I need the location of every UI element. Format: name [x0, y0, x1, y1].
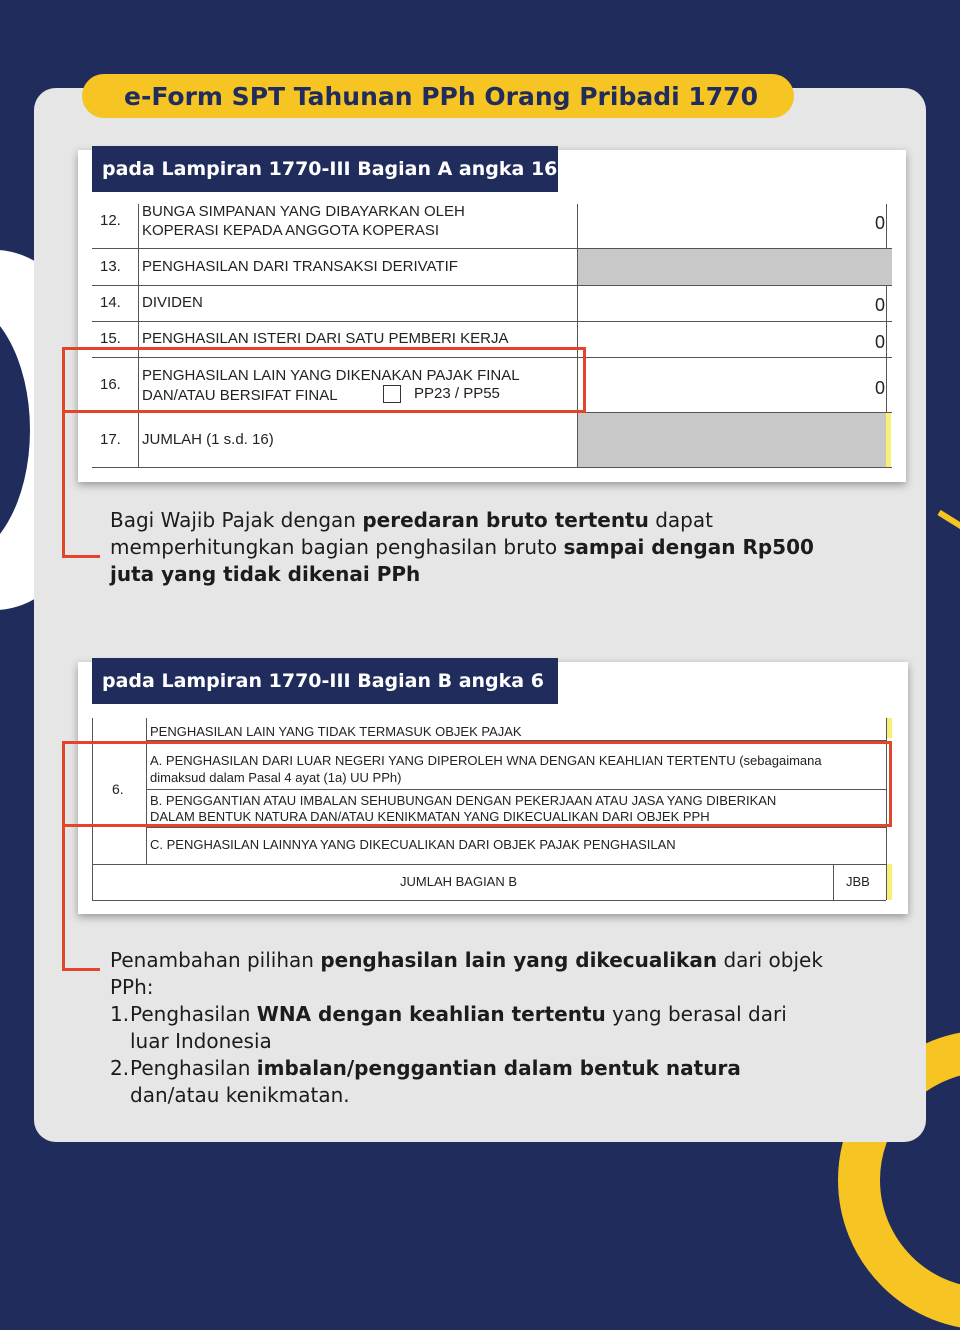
row-number: 13. — [100, 258, 121, 275]
row-label: PENGHASILAN ISTERI DARI SATU PEMBERI KERJA — [142, 330, 509, 347]
highlight-strip — [887, 864, 892, 900]
row-label: KOPERASI KEPADA ANGGOTA KOPERASI — [142, 222, 440, 239]
note-text: Bagi Wajib Pajak dengan — [110, 508, 363, 532]
row-item-a: A. PENGHASILAN DARI LUAR NEGERI YANG DIPEROLEH WNA DENGAN KEAHLIAN TERTENTU (sebagaimana — [150, 753, 822, 768]
row-number: 16. — [100, 376, 121, 393]
list-item-number: 2. — [110, 1056, 130, 1080]
table-a-row-line — [92, 285, 892, 286]
disabled-cell — [578, 413, 886, 467]
row-value: 0 — [874, 378, 885, 398]
callout-line-a — [62, 555, 100, 558]
row-number: 6. — [112, 781, 124, 797]
row-item-b: DALAM BENTUK NATURA DAN/ATAU KENIKMATAN YANG DIKECUALIKAN DARI OBJEK PPH — [150, 809, 710, 824]
highlight-box-a — [62, 347, 586, 413]
row-value: 0 — [874, 213, 885, 233]
table-b-row-line — [147, 827, 886, 828]
list-item — [130, 1001, 830, 1055]
row-item-c: C. PENGHASILAN LAINNYA YANG DIKECUALIKAN DARI OBJEK PAJAK PENGHASILAN — [150, 837, 676, 852]
page-title: e-Form SPT Tahunan PPh Orang Pribadi 1770 — [82, 74, 794, 118]
highlight-strip — [887, 718, 892, 738]
row-number: 15. — [100, 330, 121, 347]
list-item — [130, 1055, 830, 1109]
section-a-header: pada Lampiran 1770-III Bagian A angka 16 — [92, 146, 558, 192]
callout-line-b — [62, 825, 65, 971]
row-number: 12. — [100, 212, 121, 229]
list-text: yang berasal dari luar Indonesia — [130, 1002, 787, 1053]
table-b-row-line — [92, 864, 886, 865]
table-b-row-line — [92, 900, 886, 901]
list-emphasis: imbalan/penggantian dalam bentuk natura — [256, 1056, 741, 1080]
note-emphasis: penghasilan lain yang dikecualikan — [320, 948, 718, 972]
row-label: JUMLAH (1 s.d. 16) — [142, 431, 274, 448]
note-b — [110, 947, 850, 1001]
row-label: DAN/ATAU BERSIFAT FINAL — [142, 387, 338, 404]
highlight-strip — [886, 413, 891, 467]
row-number: 14. — [100, 294, 121, 311]
section-b-header: pada Lampiran 1770-III Bagian B angka 6 — [92, 658, 558, 704]
callout-line-a — [62, 411, 65, 558]
decorative-tick — [937, 510, 960, 536]
list-text: Penghasilan — [130, 1002, 257, 1026]
table-a-right-line — [886, 204, 887, 412]
callout-line-b — [62, 968, 100, 971]
checkbox-label: PP23 / PP55 — [414, 385, 500, 402]
table-a-row-line — [92, 321, 892, 322]
row-item-a: dimaksud dalam Pasal 4 ayat (1a) UU PPh) — [150, 770, 402, 785]
table-a-col-line-1 — [138, 204, 139, 468]
list-emphasis: WNA dengan keahlian tertentu — [256, 1002, 606, 1026]
list-item-number: 1. — [110, 1002, 130, 1026]
row-label: DIVIDEN — [142, 294, 203, 311]
table-a-row-line — [92, 467, 892, 468]
row-item-b: B. PENGGANTIAN ATAU IMBALAN SEHUBUNGAN DENGAN PEKERJAAN ATAU JASA YANG DIBERIKAN — [150, 793, 777, 808]
highlight-box-b — [62, 741, 892, 827]
row-label: PENGHASILAN DARI TRANSAKSI DERIVATIF — [142, 258, 458, 275]
note-a — [110, 507, 850, 588]
row-label: BUNGA SIMPANAN YANG DIBAYARKAN OLEH — [142, 203, 465, 220]
note-emphasis: sampai dengan Rp500 juta yang tidak dikenai PPh — [110, 535, 814, 586]
total-label: JUMLAH BAGIAN B — [400, 874, 518, 889]
row-value: 0 — [874, 295, 885, 315]
note-text: dari objek PPh: — [110, 948, 823, 999]
note-text: Penambahan pilihan — [110, 948, 321, 972]
note-emphasis: peredaran bruto tertentu — [362, 508, 649, 532]
row-heading: PENGHASILAN LAIN YANG TIDAK TERMASUK OBJEK PAJAK — [150, 724, 522, 739]
row-value: 0 — [874, 332, 885, 352]
row-number: 17. — [100, 431, 121, 448]
list-text: dan/atau kenikmatan. — [130, 1083, 350, 1107]
list-text: Penghasilan — [130, 1056, 257, 1080]
total-code: JBB — [846, 874, 870, 889]
disabled-cell — [578, 249, 892, 285]
table-b-col-line — [833, 864, 834, 900]
note-text: dapat memperhitungkan bagian penghasilan bruto — [110, 508, 713, 559]
row-label: PENGHASILAN LAIN YANG DIKENAKAN PAJAK FINAL — [142, 367, 520, 384]
